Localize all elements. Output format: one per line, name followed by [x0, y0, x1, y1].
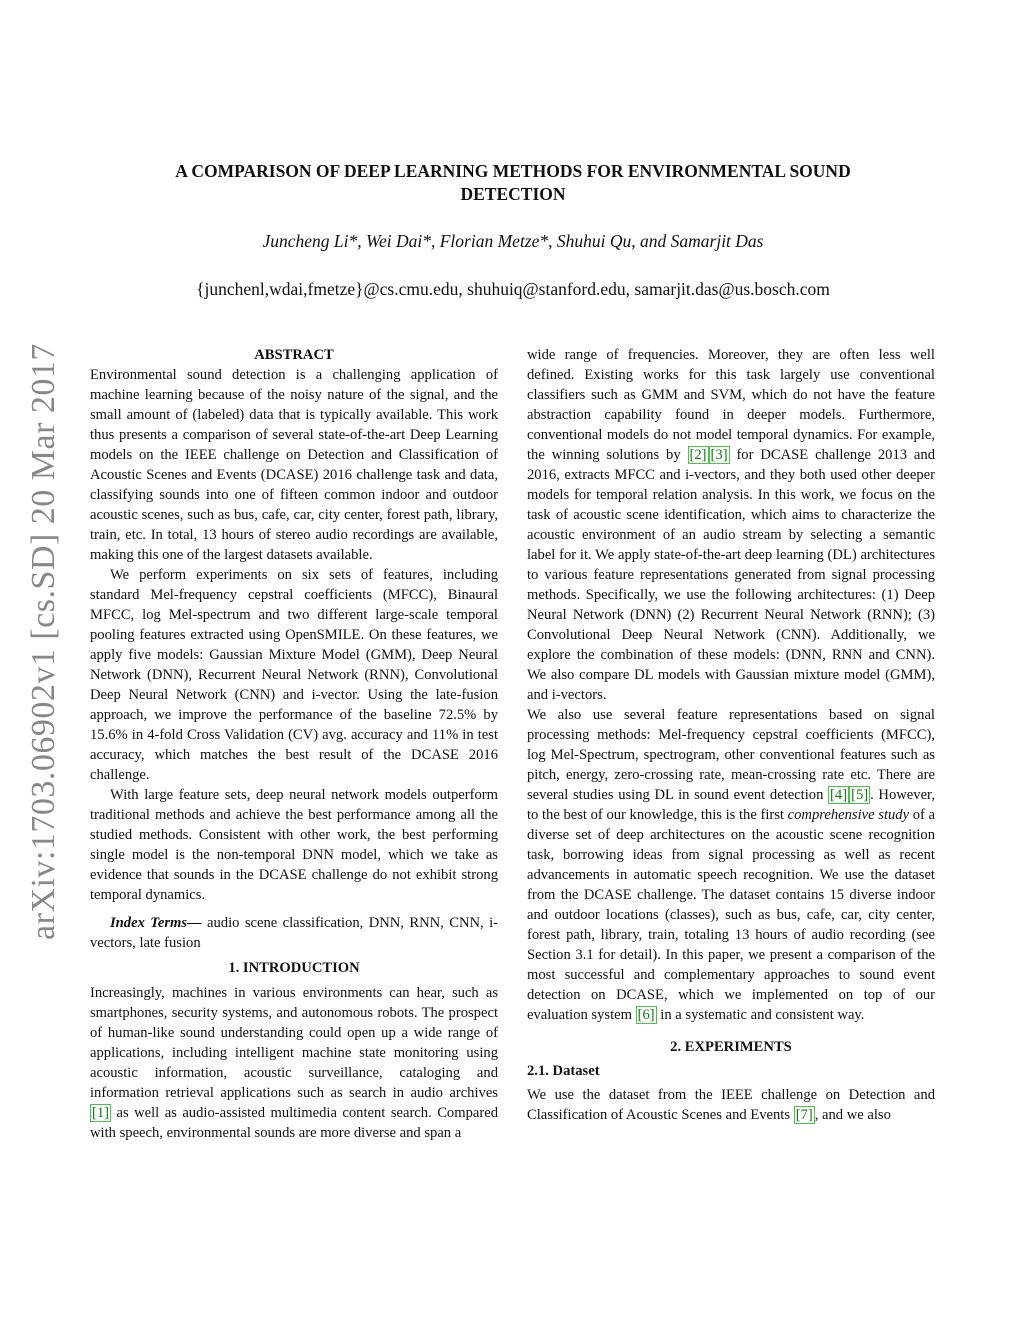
abstract-heading: ABSTRACT — [254, 347, 334, 363]
index-terms — [90, 913, 498, 953]
abstract-paragraph-2: We perform experiments on six sets of features, including standard Mel-frequency cepstral coefficients (MFCC), Binaural MFCC, log Mel-spectrum and two different large-scale temporal pooling features extracted using OpenSMILE. On these features, we apply five models: Gaussian Mixture Model (GMM), Deep Neural Network (DNN), Recurrent Neural Network (RNN), Convolutional Deep Neural Network (CNN) and i-vector. Using the late-fusion approach, we improve the performance of the baseline 72.5% by 15.6% in 4-fold Cross Validation (CV) avg. accuracy and 11% in test accuracy, which matches the best result of the DCASE 2016 challenge. — [90, 567, 498, 783]
abstract-paragraph-3: With large feature sets, deep neural network models outperform traditional methods and achieve the best performance among all the studied methods. Consistent with other work, the best performing single model is the non-temporal DNN model, which we take as evidence that sounds in the DCASE challenge do not exhibit strong temporal dynamics. — [90, 787, 498, 903]
title-line-2: DETECTION — [460, 184, 566, 204]
paper-title — [90, 160, 936, 206]
index-terms-text: audio scene classification, DNN, RNN, CNN, i-vectors, late fusion — [90, 915, 498, 951]
intro-paragraph-2: We also use several feature representations based on signal processing methods: Mel-frequency cepstral coefficients (MFCC), log Mel-Spectrum, spectrogram, other conventional features such as pitch, energy, zero-crossing rate, mean-crossing rate etc. There are several studies using DL in sound event detection [4] [5] . However, to the best of our knowledge, this is the first comprehensive study of a diverse set of deep architectures on the acoustic scene recognition task, borrowing ideas from signal processing as well as recent advancements in automatic speech recognition. We use the dataset from the DCASE challenge. The dataset contains 15 diverse indoor and outdoor locations (classes), such as bus, cafe, car, city center, forest path, library, train, totaling 13 hours of audio recording (see Section 3.1 for detail). In this paper, we present a comparison of the most successful and complementary approaches to sound event detection on DCASE, which we implemented on top of our evaluation system [6] in a systematic and consistent way. — [527, 707, 936, 1023]
arxiv-stamp-text: arXiv:1703.06902v1 [cs.SD] 20 Mar 2017 — [25, 343, 62, 940]
abstract-paragraph-1: Environmental sound detection is a challenging application of machine learning because of the noisy nature of the signal, and the small amount of (labeled) data that is typically available. This work thus presents a comparison of several state-of-the-art Deep Learning models on the IEEE challenge on Detection and Classification of Acoustic Scenes and Events (DCASE) 2016 challenge task and data, classifying sounds into one of fifteen common indoor and outdoor acoustic scenes, such as bus, cafe, car, city center, forest path, library, train, etc. In total, 13 hours of stereo audio recordings are available, making this one of the largest datasets available. — [90, 367, 498, 563]
citation-7[interactable]: [7] — [795, 1107, 813, 1123]
dataset-paragraph: We use the dataset from the IEEE challenge on Detection and Classification of Acoustic Scenes and Events [7] , and we also — [527, 1087, 935, 1123]
dataset-subheading: 2.1. Dataset — [527, 1063, 600, 1079]
arxiv-stamp — [25, 343, 65, 950]
author-list: Juncheng Li*, Wei Dai*, Florian Metze*, Shuhui Qu, and Samarjit Das — [262, 231, 764, 251]
citation-2[interactable]: [2] — [689, 447, 707, 463]
experiments-heading: 2. EXPERIMENTS — [670, 1039, 792, 1055]
right-column — [527, 345, 935, 1125]
citation-3[interactable]: [3] — [710, 447, 728, 463]
citation-1[interactable]: [1] — [92, 1105, 110, 1121]
title-line-1: A COMPARISON OF DEEP LEARNING METHODS FOR ENVIRONMENTAL SOUND — [175, 161, 851, 181]
left-column — [90, 345, 498, 1143]
index-terms-label: Index Terms— — [110, 915, 202, 931]
intro-paragraph-1: Increasingly, machines in various environments can hear, such as smartphones, security systems, and autonomous robots. The prospect of human-like sound understanding could open up a wide range of applications, including intelligent machine state monitoring using acoustic information, acoustic surveillance, cataloging and information retrieval applications such as search in audio archives [1] as well as audio-assisted multimedia content search. Compared with speech, environmental sounds are more diverse and span a — [90, 985, 498, 1141]
citation-4[interactable]: [4] — [830, 787, 848, 803]
author-emails: {junchenl,wdai,fmetze}@cs.cmu.edu, shuhuiq@stanford.edu, samarjit.das@us.bosch.com — [196, 279, 830, 299]
citation-6[interactable]: [6] — [637, 1007, 655, 1023]
intro-heading: 1. INTRODUCTION — [228, 960, 360, 976]
citation-5[interactable]: [5] — [851, 787, 869, 803]
intro-paragraph-1-continued: wide range of frequencies. Moreover, they are often less well defined. Existing works for this task largely use conventional classifiers such as GMM and SVM, which do not have the feature abstraction capability found in deeper models. Furthermore, conventional models do not model temporal dynamics. For example, the winning solutions by [2] [3] for DCASE challenge 2013 and 2016, extracts MFCC and i-vectors, and they both used other deeper models for temporal relation analysis. In this work, we focus on the task of acoustic scene identification, which aims to characterize the acoustic environment of an audio stream by selecting a semantic label for it. We apply state-of-the-art deep learning (DL) architectures to various feature representations generated from signal processing methods. Specifically, we use the following architectures: (1) Deep Neural Network (DNN) (2) Recurrent Neural Network (RNN); (3) Convolutional Deep Neural Network (CNN). Additionally, we explore the combination of these models: (DNN, RNN and CNN). We also compare DL models with Gaussian mixture model (GMM), and i-vectors. — [527, 347, 935, 703]
